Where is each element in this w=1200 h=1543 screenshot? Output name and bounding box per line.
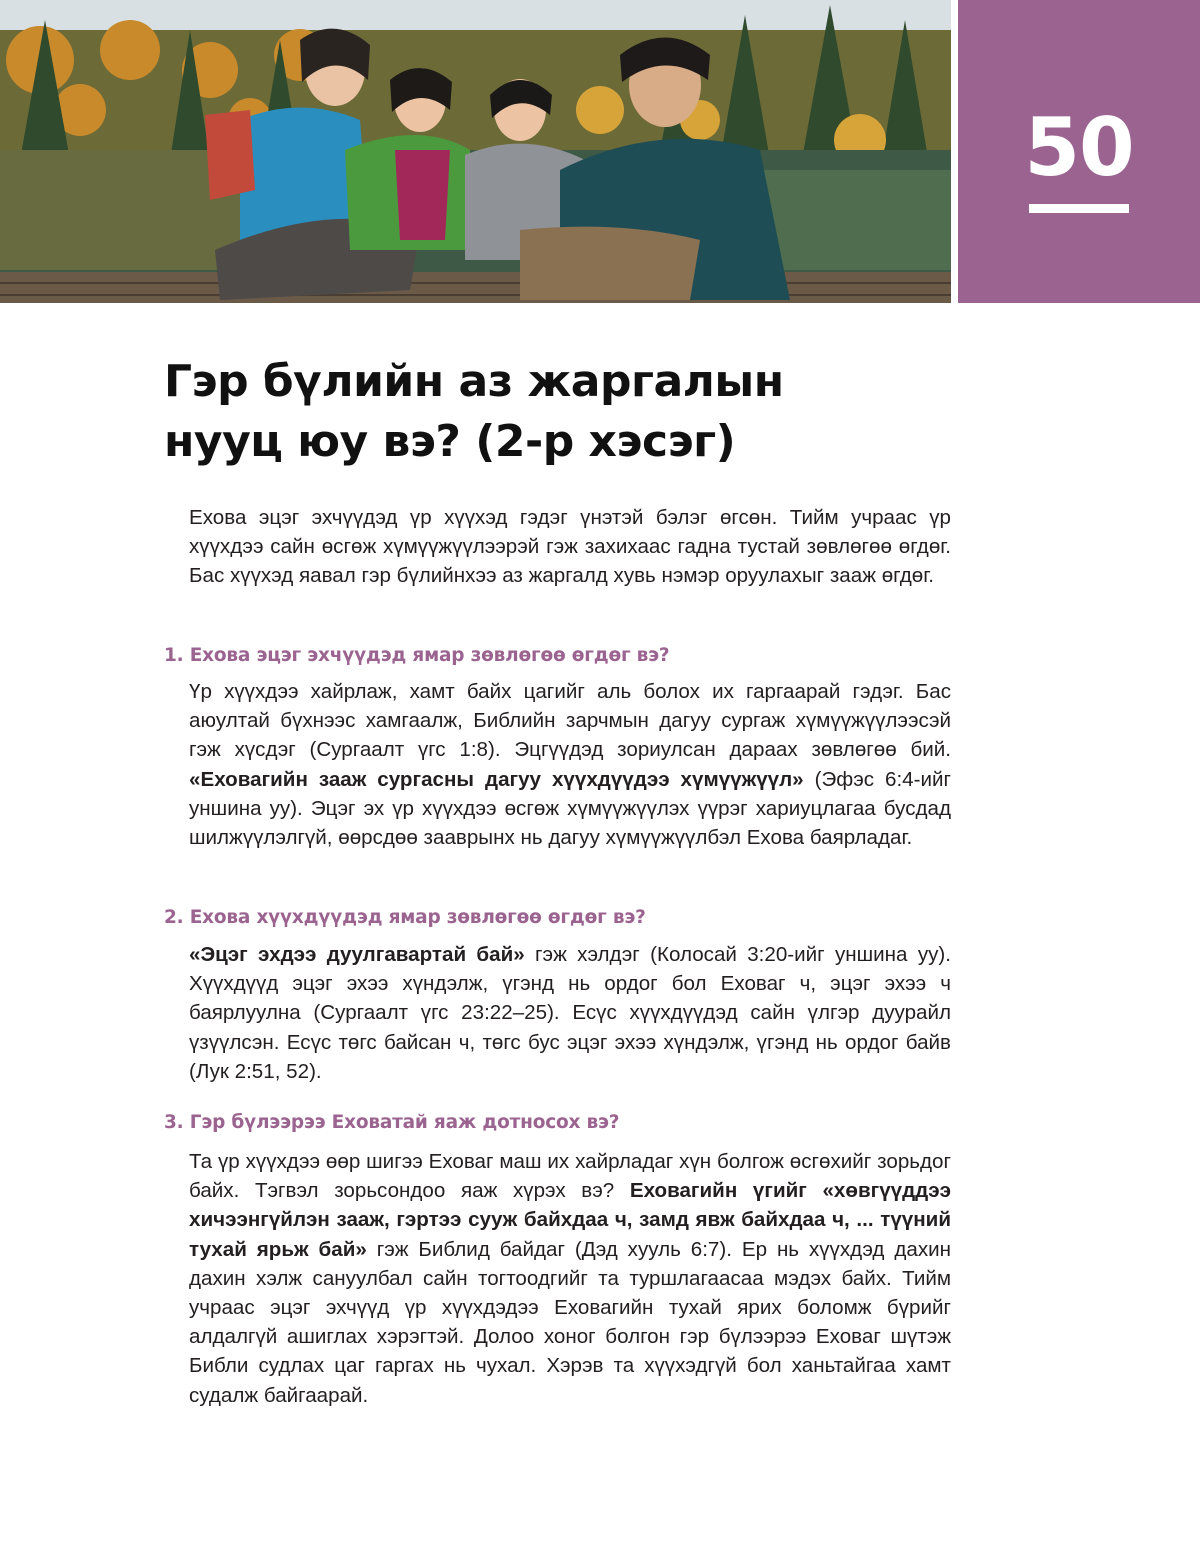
- question-1-heading: 1. Ехова эцэг эхчүүдэд ямар зөвлөгөө өгдөг вэ?: [164, 645, 670, 666]
- section-3-bold-quote: Еховагийн үгийг «хөвгүүддээ хичээнгүйлэн зааж, гэртээ сууж байхдаа ч, замд явж байхдаа ч, ... түүний тухай ярьж бай»: [189, 1179, 952, 1261]
- question-3-heading: 3. Гэр бүлээрээ Еховатай яаж дотносох вэ?: [164, 1112, 620, 1133]
- family-photo-illustration: [0, 0, 951, 303]
- intro-paragraph: Ехова эцэг эхчүүдэд үр хүүхэд гэдэг үнэтэй бэлэг өгсөн. Тийм учраас үр хүүхдээ сайн өсгөж хүмүүжүүлээрэй гэж захихаас гадна тустай зөвлөгөө өгдөг. Бас хүүхэд яавал гэр бүлийнхээ аз жаргалд хувь нэмэр оруулахыг зааж өгдөг.: [189, 506, 951, 588]
- section-1-bold-quote: «Еховагийн зааж сургасны дагуу хүүхдүүдээ хүмүүжүүл»: [189, 767, 804, 791]
- section-2-paragraph: [189, 940, 951, 1086]
- lesson-number-underline: [1029, 204, 1129, 213]
- header-photo: [0, 0, 951, 303]
- lesson-number-panel: [958, 0, 1200, 303]
- section-2-bold-quote: «Эцэг эхдээ дуулгавартай бай»: [189, 943, 525, 966]
- section-1-text-before: Үр хүүхдээ хайрлаж, хамт байх цагийг аль болох их гаргаарай гэдэг. Бас аюултай бүхнээс хамгаалж, Библийн зарчмын дагуу сургаж хүмүүжүүлээсэй гэж хүсдэг (Сургаалт үгс 1:8). Эцгүүдэд зориулсан дараах зөвлөгөө бий.: [189, 680, 951, 762]
- section-3-paragraph: [189, 1147, 951, 1410]
- page-title-line-1: Гэр бүлийн аз жаргалын: [164, 356, 784, 407]
- page-title: [164, 352, 964, 472]
- section-1-paragraph: [189, 677, 951, 852]
- question-2-heading: 2. Ехова хүүхдүүдэд ямар зөвлөгөө өгдөг вэ?: [164, 907, 646, 928]
- section-1-text-after: (Эфэс 6:4-ийг уншина уу). Эцэг эх үр хүүхдээ өсгөж хүмүүжүүлэх үүрэг хариуцлагаа бусдад шилжүүлэлгүй, өөрсдөө зааврынх нь дагуу хүмүүжүүлбэл Ехова баярладаг.: [189, 767, 951, 850]
- lesson-number: 50: [1024, 101, 1134, 194]
- section-2-text-after: гэж хэлдэг (Колосай 3:20-ийг уншина уу). Хүүхдүүд эцэг эхээ хүндэлж, үгэнд нь ордог бол Еховаг ч, эцэг эхээ ч баярлуулна (Сургаалт үгс 23:22–25). Есүс хүүхдүүдэд сайн үлгэр дуурайл үзүүлсэн. Есүс төгс байсан ч, төгс бус эцэг эхээ хүндэлж, үгэнд нь ордог байв (Лук 2:51, 52).: [189, 943, 951, 1083]
- page-title-line-2: нууц юу вэ? (2-р хэсэг): [164, 416, 736, 467]
- section-3-text-before: Та үр хүүхдээ өөр шигээ Еховаг маш их хайрладаг хүн болгож өсгөхийг зорьдог байх. Тэгвэл зорьсондоо яаж хүрэх вэ?: [189, 1150, 951, 1203]
- section-3-text-after: гэж Библид байдаг (Дэд хууль 6:7). Ер нь хүүхдэд дахин дахин хэлж сануулбал сайн тогтоодгийг та туршлагаасаа мэдэх байх. Тийм учраас эцэг эхчүүд үр хүүхдэдээ Еховагийн тухай ярих боломж бүрийг алдалгүй ашиглах хэрэгтэй. Долоо хоног болгон гэр бүлээрээ Еховаг шүтэж Библи судлах цаг гаргах нь чухал. Хэрэв та хүүхэдгүй бол ханьтайгаа хамт судалж байгаарай.: [189, 1237, 951, 1407]
